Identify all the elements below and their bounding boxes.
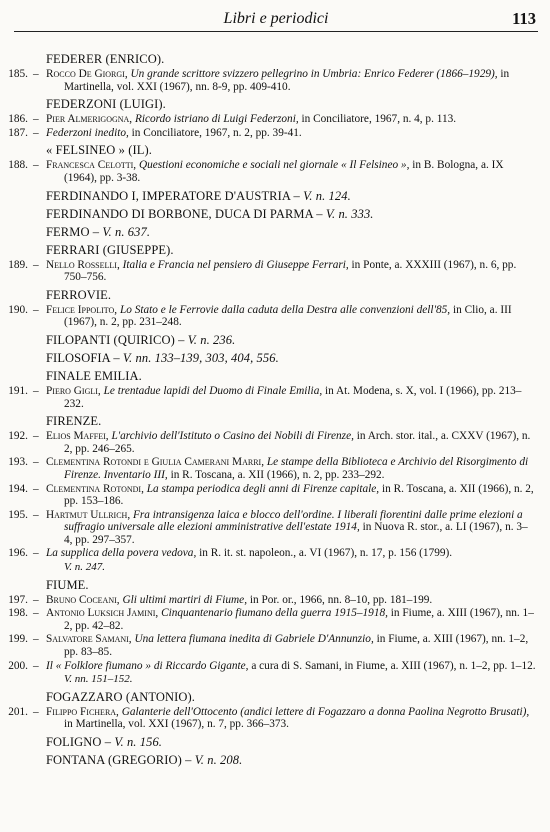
heading-text: FINALE EMILIA.	[46, 368, 142, 383]
subject-heading	[46, 736, 550, 749]
heading-text: FILOSOFIA –	[46, 350, 120, 365]
entry-author: Felice Ippolito,	[46, 303, 118, 316]
entry-source: in Martinella, vol. XXI (1967), n. 7, pp. 366–373.	[64, 718, 289, 731]
entry-text	[46, 633, 536, 658]
entry-number: 198.	[8, 607, 28, 620]
entry-text	[46, 113, 536, 126]
entry-number: 197.	[8, 593, 28, 606]
heading-text: FERRARI (GIUSEPPE).	[46, 242, 174, 257]
bibliography-entry	[0, 633, 550, 658]
entry-author: Pier Almerigogna,	[46, 113, 133, 126]
subject-heading	[46, 53, 550, 66]
entry-source: in Ponte, a. XXXIII (1967), n. 6, pp. 750–756.	[64, 258, 517, 284]
bibliography-entry	[0, 430, 550, 455]
entry-dash: –	[33, 159, 39, 172]
entry-title: Lo Stato e le Ferrovie dalla caduta della Destra alle convenzioni dell'85,	[119, 303, 451, 316]
entry-author: Elios Maffei,	[46, 430, 109, 443]
entry-source: in Fiume, a. XIII (1967), nn. 1–2, pp. 42–82.	[64, 607, 534, 632]
entry-title: Un grande scrittore svizzero pellegrino in Umbria: Enrico Federer (1866–1929),	[130, 68, 498, 80]
heading-text: FIRENZE.	[46, 414, 102, 429]
entry-title: Cinquantenario fiumano della guerra 1915–1918,	[161, 607, 388, 620]
entry-source: in Por. or., 1966, nn. 8–10, pp. 181–199.	[249, 593, 433, 606]
entry-dash: –	[33, 113, 39, 126]
subject-heading	[46, 370, 550, 383]
heading-text: FERDINANDO I, IMPERATORE D'AUSTRIA –	[46, 188, 300, 203]
entry-number: 193.	[8, 456, 28, 469]
entry-text	[46, 430, 536, 455]
entry-text	[46, 594, 536, 607]
entry-dash: –	[33, 547, 39, 560]
entry-source: in R. Toscana, a. XII (1966), n. 2, pp. 153–186.	[64, 482, 534, 508]
heading-text: FERDINANDO DI BORBONE, DUCA DI PARMA –	[46, 206, 323, 221]
heading-text: FERMO –	[46, 224, 100, 239]
entry-author: Antonio Luksich Jamini,	[46, 607, 159, 620]
entry-title: La supplica della povera vedova,	[46, 547, 197, 560]
entry-dash: –	[33, 456, 39, 469]
entry-title: Fra intransigenza laica e blocco dell'ordine. I liberali fiorentini dalle prime elezioni a suffragio universale alle elezioni amministrative dell'estate 1914,	[64, 508, 523, 534]
entry-source: in Martinella, vol. XXI (1967), nn. 8-9, pp. 409-410.	[64, 68, 510, 93]
entry-text	[46, 304, 536, 329]
heading-text: FERROVIE.	[46, 287, 112, 302]
bibliography-entry	[0, 304, 550, 329]
entry-dash: –	[33, 659, 39, 672]
entry-dash: –	[33, 68, 39, 80]
entry-dash: –	[33, 384, 39, 397]
entry-title: Ricordo istriano di Luigi Federzoni,	[134, 113, 299, 126]
entry-dash: –	[33, 430, 39, 443]
bibliography-entry	[0, 706, 550, 731]
heading-text: FOGAZZARO (ANTONIO).	[46, 689, 195, 704]
bibliography-entry	[0, 127, 550, 140]
entry-author: Piero Gigli,	[46, 384, 101, 397]
bibliography-entry	[0, 607, 550, 632]
entry-number: 187.	[8, 126, 28, 139]
subject-heading	[46, 691, 550, 704]
entry-source: in Fiume, a. XIII (1967), nn. 1–2, pp. 83–85.	[64, 633, 529, 659]
entry-author: Hartmut Ullrich,	[46, 508, 131, 521]
entry-title: Gli ultimi martiri di Fiume,	[122, 593, 248, 606]
entry-author: Clementina Rotondi,	[46, 482, 144, 495]
bibliography-entry	[0, 594, 550, 607]
entry-text	[46, 607, 536, 632]
subject-heading	[46, 289, 550, 302]
entry-title: Le stampe della Biblioteca e Archivio del Risorgimento di Firenze. Inventario III,	[64, 456, 529, 481]
subject-heading	[46, 579, 550, 592]
entry-author: Rocco De Giorgi,	[46, 68, 128, 80]
entry-number: 185.	[8, 68, 28, 80]
subject-heading	[46, 190, 550, 203]
entry-dash: –	[33, 258, 39, 271]
bibliography-entry	[0, 509, 550, 547]
entry-source: in Arch. stor. ital., a. CXXV (1967), n. 2, pp. 246–265.	[64, 430, 531, 455]
page-number: 113	[512, 9, 536, 28]
entry-source: in Conciliatore, 1967, n. 2, pp. 39-41.	[131, 126, 302, 139]
entry-title: La stampa periodica degli anni di Firenze capitale,	[146, 482, 380, 495]
cross-reference: V. n. 208.	[194, 753, 243, 767]
heading-text: FIUME.	[46, 577, 89, 592]
entry-title: Le trentadue lapidi del Duomo di Finale Emilia,	[103, 384, 323, 397]
entry-source: in R. Toscana, a. XII (1966), n. 2, pp. 233–292.	[170, 468, 385, 481]
entry-source: in Conciliatore, 1967, n. 4, p. 113.	[301, 113, 457, 126]
cross-reference: V. n. 156.	[114, 735, 163, 749]
entry-dash: –	[33, 705, 39, 718]
bibliography-entry	[0, 159, 550, 184]
entry-author: Salvatore Samani,	[46, 633, 132, 646]
subject-heading	[46, 244, 550, 257]
entry-title: Galanterie dell'Ottocento (andici lettere di Fogazzaro a donna Paolina Negrotto Brusati),	[121, 705, 530, 718]
entry-source: in Clio, a. III (1967), n. 2, pp. 231–248.	[64, 303, 512, 329]
bibliography-entry	[0, 660, 550, 673]
subject-heading	[46, 144, 550, 157]
entry-number: 191.	[8, 384, 28, 397]
bibliography-entry	[0, 113, 550, 126]
subject-heading	[46, 415, 550, 428]
heading-text: FEDERZONI (LUIGI).	[46, 97, 166, 112]
entry-title: Federzoni inedito,	[46, 126, 129, 139]
cross-reference: V. nn. 151–152.	[64, 673, 133, 686]
entry-dash: –	[33, 593, 39, 606]
entry-number: 186.	[8, 113, 28, 126]
cross-reference: V. n. 247.	[64, 561, 106, 574]
entry-source: in R. it. st. napoleon., a. VI (1967), n. 17, p. 156 (1799).	[199, 547, 453, 560]
entry-title: Italia e Francia nel pensiero di Giuseppe Ferrari,	[122, 258, 349, 271]
entry-number: 194.	[8, 482, 28, 495]
entry-text	[46, 660, 536, 673]
entry-dash: –	[33, 633, 39, 646]
header-rule	[14, 31, 538, 32]
entry-text	[46, 127, 536, 140]
entry-title: Il « Folklore fiumano » di Riccardo Gigante,	[46, 659, 249, 672]
cross-reference: V. n. 333.	[325, 206, 374, 221]
bibliography-entry	[0, 68, 550, 93]
entry-text	[46, 68, 536, 93]
entry-dash: –	[33, 607, 39, 620]
entry-dash: –	[33, 303, 39, 316]
entry-source: in At. Modena, s. X, vol. I (1966), pp. 213–232.	[64, 384, 522, 410]
subject-heading	[46, 334, 550, 347]
subject-heading	[46, 208, 550, 221]
entry-text	[46, 159, 536, 184]
heading-text: FOLIGNO –	[46, 735, 112, 749]
entry-author: Bruno Coceani,	[46, 593, 120, 606]
entry-dash: –	[33, 508, 39, 521]
entry-dash: –	[33, 126, 39, 139]
running-title: Libri e periodici	[223, 10, 329, 27]
entry-number: 189.	[8, 258, 28, 271]
heading-text: « FELSINEO » (IL).	[46, 143, 152, 158]
heading-text: FEDERER (ENRICO).	[46, 52, 165, 66]
entry-author: Clementina Rotondi e Giulia Camerani Marri,	[46, 456, 265, 469]
subject-heading	[46, 98, 550, 111]
entry-author: Francesca Celotti,	[46, 159, 137, 172]
heading-text: FILOPANTI (QUIRICO) –	[46, 332, 185, 347]
entry-text	[46, 259, 536, 284]
entry-dash: –	[33, 482, 39, 495]
entry-author: Nello Rosselli,	[46, 258, 120, 271]
entry-source: in B. Bologna, a. IX (1964), pp. 3-38.	[64, 159, 504, 184]
entry-number: 190.	[8, 303, 28, 316]
entry-title: L'archivio dell'Istituto o Casino dei Nobili di Firenze,	[111, 430, 354, 443]
bibliography-entry	[0, 385, 550, 410]
entry-number: 192.	[8, 430, 28, 443]
entry-title: Una lettera fiumana inedita di Gabriele D'Annunzio,	[134, 633, 374, 646]
entry-source: in Nuova R. stor., a. LI (1967), n. 3–4, pp. 297–357.	[64, 521, 528, 546]
cross-reference: V. n. 124.	[303, 188, 351, 203]
entry-text	[46, 456, 536, 481]
entry-author: Filippo Fichera,	[46, 705, 119, 718]
entry-text	[46, 509, 536, 547]
subject-heading	[46, 352, 550, 365]
entry-number: 200.	[8, 659, 28, 672]
entry-source: a cura di S. Samani, in Fiume, a. XIII (1967), n. 1–2, pp. 1–12.	[251, 659, 536, 672]
entry-text	[46, 547, 536, 560]
page-header	[14, 8, 538, 32]
entry-number: 199.	[8, 633, 28, 646]
heading-text: FONTANA (GREGORIO) –	[46, 753, 192, 767]
entry-number: 188.	[8, 159, 28, 172]
subject-heading	[46, 226, 550, 239]
bibliography-entry	[0, 483, 550, 508]
subject-heading	[46, 754, 550, 767]
cross-reference: V. n. 637.	[102, 224, 151, 239]
cross-reference: V. n. 236.	[187, 332, 236, 347]
bibliography-entry	[0, 547, 550, 560]
entry-number: 195.	[8, 508, 28, 521]
bibliography-list	[0, 48, 550, 769]
bibliography-entry	[0, 456, 550, 481]
entry-number: 201.	[8, 705, 28, 718]
entry-number: 196.	[8, 547, 28, 560]
bibliography-entry	[0, 259, 550, 284]
entry-text	[46, 706, 536, 731]
entry-title: Questioni economiche e sociali nel giornale « Il Felsineo »,	[138, 159, 410, 172]
entry-text	[46, 483, 536, 508]
entry-text	[46, 385, 536, 410]
cross-reference: V. nn. 133–139, 303, 404, 556.	[122, 350, 279, 365]
